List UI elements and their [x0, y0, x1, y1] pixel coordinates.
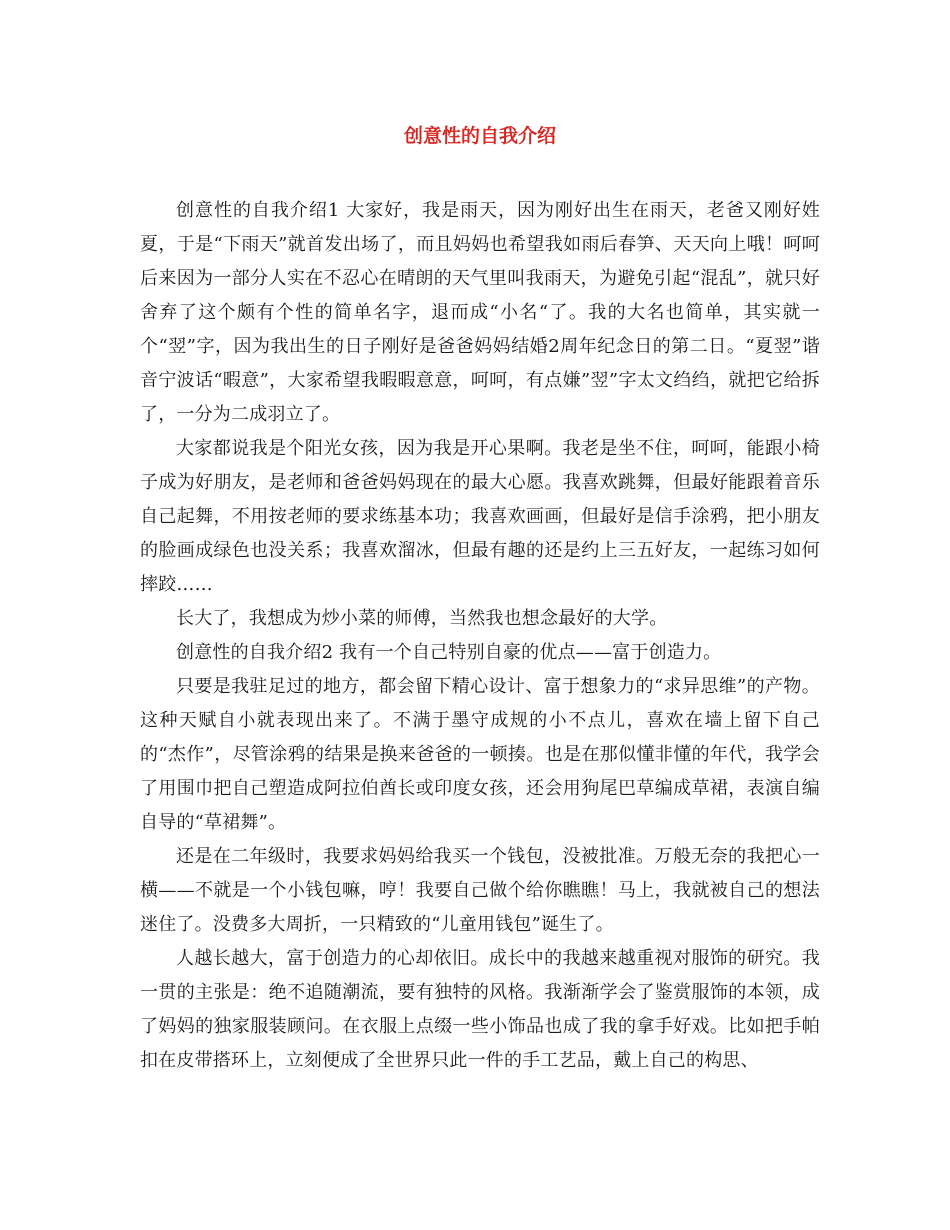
paragraph-1: 创意性的自我介绍1 大家好，我是雨天，因为刚好出生在雨天，老爸又刚好姓夏，于是“下雨天”就首发出场了，而且妈妈也希望我如雨后春笋、天天向上哦！呵呵后来因为一部分人实在不忍心在晴朗的天气里叫我雨天，为避免引起“混乱”，就只好舍弃了这个颇有个性的简单名字，退而成“小名“了。我的大名也简单，其实就一个“翌”字，因为我出生的日子刚好是爸爸妈妈结婚2周年纪念日的第二日。“夏翌”谐音宁波话“暇意”，大家希望我暇暇意意，呵呵，有点嫌”翌”字太文绉绉，就把它给拆了，一分为二成羽立了。 [140, 200, 820, 425]
paragraph-3: 长大了，我想成为炒小菜的师傅，当然我也想念最好的大学。 [176, 608, 668, 629]
paragraph-5: 只要是我驻足过的地方，都会留下精心设计、富于想象力的“求异思维”的产物。这种天赋自小就表现出来了。不满于墨守成规的小不点儿，喜欢在墙上留下自己的“杰作”，尽管涂鸦的结果是换来爸爸的一顿揍。也是在那似懂非懂的年代，我学会了用围巾把自己塑造成阿拉伯酋长或印度女孩，还会用狗尾巴草编成草裙，表演自编自导的“草裙舞”。 [140, 676, 820, 833]
document-body [140, 194, 820, 1078]
paragraph-7: 人越长越大，富于创造力的心却依旧。成长中的我越来越重视对服饰的研究。我一贯的主张是：绝不追随潮流，要有独特的风格。我渐渐学会了鉴赏服饰的本领，成了妈妈的独家服装顾问。在衣服上点缀一些小饰品也成了我的拿手好戏。比如把手帕扣在皮带搭环上，立刻便成了全世界只此一件的手工艺品，戴上自己的构思、 [140, 948, 820, 1071]
paragraph-2: 大家都说我是个阳光女孩，因为我是开心果啊。我老是坐不住，呵呵，能跟小椅子成为好朋友，是老师和爸爸妈妈现在的最大心愿。我喜欢跳舞，但最好能跟着音乐自己起舞，不用按老师的要求练基本功；我喜欢画画，但最好是信手涂鸦，把小朋友的脸画成绿色也没关系；我喜欢溜冰，但最有趣的还是约上三五好友，一起练习如何摔跤…… [140, 438, 820, 595]
document-title: 创意性的自我介绍 [403, 125, 556, 147]
paragraph-6: 还是在二年级时，我要求妈妈给我买一个钱包，没被批准。万般无奈的我把心一横——不就是一个小钱包嘛，哼！我要自己做个给你瞧瞧！马上，我就被自己的想法迷住了。没费多大周折，一只精致的“儿童用钱包”诞生了。 [140, 846, 820, 935]
paragraph-4: 创意性的自我介绍2 我有一个自己特别自豪的优点——富于创造力。 [176, 642, 722, 663]
